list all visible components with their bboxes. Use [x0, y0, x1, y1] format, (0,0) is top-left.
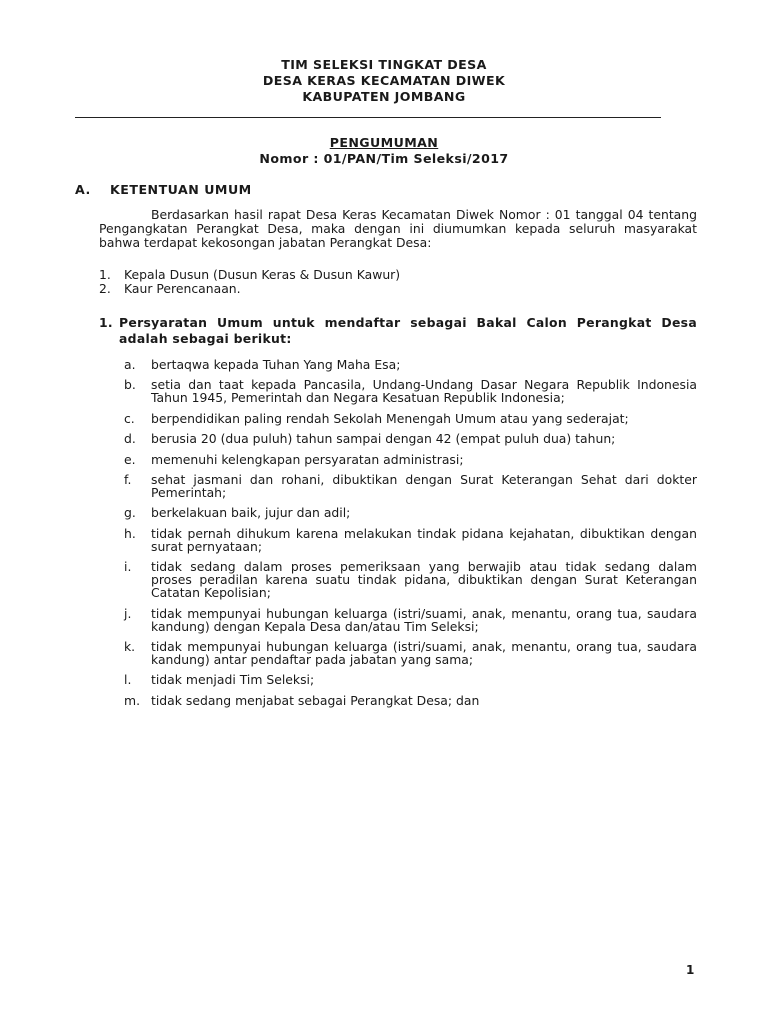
section-a-marker: A. [75, 182, 91, 197]
list-item-letter: d. [124, 431, 136, 447]
list-item-letter: m. [124, 692, 141, 708]
list-item-letter: k. [124, 638, 136, 654]
list-item [99, 268, 697, 282]
list-item-text: sehat jasmani dan rohani, dibuktikan dengan Surat Keterangan Sehat dari dokter Pemerintah; [151, 471, 697, 500]
list-item [124, 560, 697, 599]
list-item [124, 506, 697, 519]
list-item-text: bertaqwa kepada Tuhan Yang Maha Esa; [151, 357, 401, 372]
list-item-text: berusia 20 (dua puluh) tahun sampai dengan 42 (empat puluh dua) tahun; [151, 431, 616, 447]
announcement-title: PENGUMUMAN [329, 135, 439, 150]
list-item-letter: e. [124, 451, 136, 467]
list-item [124, 453, 697, 466]
list-item [99, 282, 697, 296]
list-item-text: Kepala Dusun (Dusun Keras & Dusun Kawur) [124, 267, 401, 282]
list-item [124, 673, 697, 686]
list-item-letter: f. [124, 471, 132, 487]
intro-paragraph-text: Berdasarkan hasil rapat Desa Keras Kecamatan Diwek Nomor : 01 tanggal 04 tentang Pengangkatan Perangkat Desa, maka dengan ini diumumkan kepada seluruh masyarakat bahwa terdapat kekosongan jabatan Perangkat Desa: [99, 207, 697, 250]
list-item-letter: j. [124, 605, 132, 621]
list-item-text: Kaur Perencanaan. [124, 281, 241, 296]
list-item-text: tidak menjadi Tim Seleksi; [151, 672, 315, 688]
list-item [124, 412, 697, 425]
page-number: 1 [686, 963, 695, 977]
list-item-text: tidak sedang menjabat sebagai Perangkat Desa; dan [151, 692, 480, 708]
header-line-3: KABUPATEN JOMBANG [302, 89, 466, 104]
list-item [124, 473, 697, 499]
list-item-number: 2. [99, 281, 111, 296]
header-line-1: TIM SELEKSI TINGKAT DESA [281, 57, 487, 72]
subsection-1-title: Persyaratan Umum untuk mendaftar sebagai Bakal Calon Perangkat Desa adalah sebagai berikut: [119, 315, 697, 346]
list-item-letter: c. [124, 410, 135, 426]
list-item-letter: g. [124, 505, 136, 521]
section-a-title: KETENTUAN UMUM [110, 182, 252, 197]
list-item [124, 640, 697, 666]
list-item-letter: h. [124, 525, 136, 541]
list-item [124, 694, 697, 707]
intro-paragraph [99, 208, 697, 250]
list-item-text: tidak sedang dalam proses pemeriksaan yang berwajib atau tidak sedang dalam proses peradilan karena suatu tindak pidana, dibuktikan dengan Surat Keterangan Catatan Kepolisian; [151, 559, 697, 601]
list-item-text: memenuhi kelengkapan persyaratan administrasi; [151, 451, 464, 467]
list-item [124, 607, 697, 633]
list-item-letter: b. [124, 377, 136, 393]
vacancy-list [99, 268, 697, 296]
list-item-text: setia dan taat kepada Pancasila, Undang-Undang Dasar Negara Republik Indonesia Tahun 1945, Pemerintah dan Negara Kesatuan Republik Indonesia; [151, 377, 697, 406]
list-item-text: tidak mempunyai hubungan keluarga (istri/suami, anak, menantu, orang tua, saudara kandung) antar pendaftar pada jabatan yang sama; [151, 638, 697, 667]
section-a-heading [75, 182, 252, 197]
header-line-2: DESA KERAS KECAMATAN DIWEK [262, 73, 506, 88]
list-item [124, 358, 697, 371]
requirements-list [124, 358, 697, 714]
list-item [124, 378, 697, 404]
header-divider [75, 117, 661, 118]
subsection-1-heading [99, 315, 697, 347]
list-item-letter: l. [124, 672, 132, 688]
list-item-number: 1. [99, 267, 111, 282]
list-item-letter: i. [124, 559, 132, 575]
list-item-text: berpendidikan paling rendah Sekolah Menengah Umum atau yang sederajat; [151, 410, 629, 426]
list-item [124, 432, 697, 445]
list-item-text: tidak pernah dihukum karena melakukan tindak pidana kejahatan, dibuktikan dengan surat pernyataan; [151, 525, 697, 554]
announcement-number: Nomor : 01/PAN/Tim Seleksi/2017 [259, 151, 509, 166]
list-item-text: berkelakuan baik, jujur dan adil; [151, 505, 351, 521]
subsection-1-number: 1. [99, 315, 113, 330]
list-item [124, 527, 697, 553]
list-item-text: tidak mempunyai hubungan keluarga (istri/suami, anak, menantu, orang tua, saudara kandung) dengan Kepala Desa dan/atau Tim Seleksi; [151, 605, 697, 634]
list-item-letter: a. [124, 357, 136, 372]
